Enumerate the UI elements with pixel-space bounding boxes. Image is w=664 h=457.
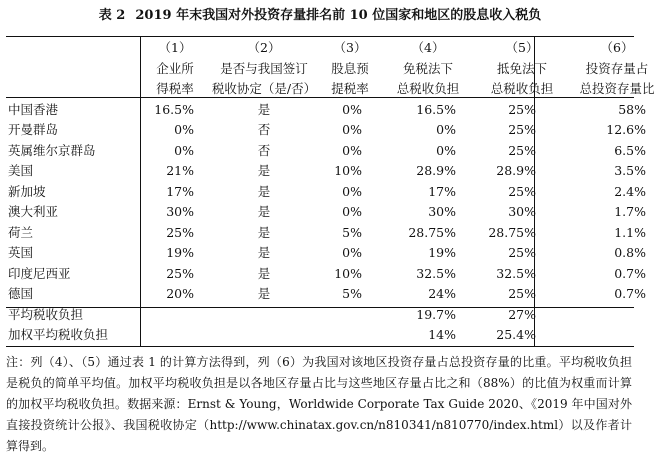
treaty-status: 否 <box>257 122 271 137</box>
corporate-tax-rate: 0% <box>174 122 194 137</box>
exemption-burden: 17% <box>428 183 456 199</box>
stock-share: 6.5% <box>614 142 646 158</box>
exemption-burden: 16.5% <box>416 101 456 117</box>
withholding-rate: 0% <box>342 204 362 219</box>
stock-share: 0.7% <box>614 265 646 281</box>
table-number: 表 2 <box>98 8 126 23</box>
stock-share: 58% <box>618 101 646 117</box>
corporate-tax-rate: 19% <box>166 245 194 260</box>
treaty-status: 是 <box>257 245 271 260</box>
bottom-rule <box>6 346 634 347</box>
corporate-tax-rate: 25% <box>166 265 194 281</box>
column-number: （2） <box>247 40 281 55</box>
exemption-burden: 30% <box>428 204 456 219</box>
column-header: 企业所 <box>156 60 194 76</box>
table-row <box>6 141 664 162</box>
column-number: （3） <box>333 40 367 55</box>
column-header: 是否与我国签订 <box>220 60 308 76</box>
table-row <box>6 264 664 285</box>
table-row <box>6 161 664 182</box>
exemption-burden: 0% <box>436 142 456 158</box>
stock-share: 12.6% <box>606 122 646 137</box>
column-header: 税收协定（是/否） <box>211 81 317 96</box>
credit-burden: 25% <box>508 122 536 137</box>
treaty-status: 是 <box>257 224 271 240</box>
stock-share: 2.4% <box>614 183 646 199</box>
column-header: 提税率 <box>331 81 369 96</box>
column-number: （1） <box>158 40 192 55</box>
region-name: 美国 <box>8 163 34 178</box>
withholding-rate: 5% <box>342 224 362 240</box>
table-row <box>6 182 664 203</box>
column-header: 投资存量占 <box>585 60 649 76</box>
summary-row <box>6 305 664 326</box>
corporate-tax-rate: 16.5% <box>154 101 194 117</box>
treaty-status: 否 <box>257 142 271 158</box>
corporate-tax-rate: 30% <box>166 204 194 219</box>
stock-share: 0.7% <box>614 286 646 301</box>
summary-label: 平均税收负担 <box>8 306 84 322</box>
summary-row <box>6 325 664 346</box>
treaty-status: 是 <box>257 265 271 281</box>
exemption-burden: 19% <box>428 245 456 260</box>
weighted-credit-burden: 25.4% <box>496 327 536 342</box>
credit-burden: 28.9% <box>496 163 536 178</box>
withholding-rate: 0% <box>342 101 362 117</box>
treaty-status: 是 <box>257 183 271 199</box>
summary-label: 加权平均税收负担 <box>8 327 109 342</box>
region-name: 开曼群岛 <box>8 122 59 137</box>
region-name: 德国 <box>8 286 34 301</box>
table-row <box>6 202 664 223</box>
exemption-burden: 28.9% <box>416 163 456 178</box>
corporate-tax-rate: 20% <box>166 286 194 301</box>
credit-burden: 25% <box>508 183 536 199</box>
credit-burden: 25% <box>508 286 536 301</box>
table-caption <box>0 4 640 23</box>
withholding-rate: 10% <box>334 163 362 178</box>
withholding-rate: 0% <box>342 122 362 137</box>
credit-burden: 32.5% <box>496 265 536 281</box>
withholding-rate: 0% <box>342 142 362 158</box>
table-row <box>6 284 664 305</box>
region-name: 中国香港 <box>8 101 59 117</box>
header-row-line2 <box>6 79 664 100</box>
tax-burden-table <box>6 38 664 346</box>
exemption-burden: 32.5% <box>416 265 456 281</box>
corporate-tax-rate: 17% <box>166 183 194 199</box>
region-name: 印度尼西亚 <box>8 265 71 281</box>
table-row <box>6 223 664 244</box>
table-row <box>6 243 664 264</box>
header-row-line1 <box>6 59 664 80</box>
stock-share: 1.1% <box>614 224 646 240</box>
column-header: 抵免法下 <box>496 60 547 76</box>
corporate-tax-rate: 0% <box>174 142 194 158</box>
withholding-rate: 10% <box>334 265 362 281</box>
region-name: 澳大利亚 <box>8 204 59 219</box>
region-name: 英属维尔京群岛 <box>8 142 96 158</box>
column-header: 总投资存量比 <box>579 81 655 96</box>
top-rule <box>6 36 634 37</box>
table-note: 注：列（4）、（5）通过表 1 的计算方法得到，列（6）为我国对该地区投资存量占总投资存量的比重。平均税收负担是税负的简单平均值。加权平均税收负担是以各地区存量占比与这些地区存量占比之和（88%）的比值为权重而计算的加权平均税收负担。数据来源：Ernst & Young，Worldwide Corporate Tax Guide 2020、《2019 年中国对外直接投资统计公报》、我国税收协定（http://www.chinatax.gov.cn/n810341/n810770/index.html）以及作者计算得到。 <box>6 355 632 453</box>
exemption-burden: 0% <box>436 122 456 137</box>
treaty-status: 是 <box>257 204 271 219</box>
column-header: 总税收负担 <box>490 81 554 96</box>
table-row <box>6 120 664 141</box>
column-number: （4） <box>411 40 445 55</box>
corporate-tax-rate: 21% <box>166 163 194 178</box>
withholding-rate: 0% <box>342 183 362 199</box>
average-credit-burden: 27% <box>508 306 536 322</box>
exemption-burden: 24% <box>428 286 456 301</box>
credit-burden: 25% <box>508 245 536 260</box>
column-header: 得税率 <box>156 81 194 96</box>
stock-share: 3.5% <box>614 163 646 178</box>
average-exemption-burden: 19.7% <box>416 306 456 322</box>
weighted-exemption-burden: 14% <box>428 327 456 342</box>
column-number: （5） <box>505 40 539 55</box>
region-name: 英国 <box>8 245 34 260</box>
column-header: 免税法下 <box>402 60 453 76</box>
withholding-rate: 5% <box>342 286 362 301</box>
credit-burden: 25% <box>508 101 536 117</box>
column-header: 总税收负担 <box>396 81 460 96</box>
stock-share: 0.8% <box>614 245 646 260</box>
credit-burden: 30% <box>508 204 536 219</box>
table-row <box>6 100 664 121</box>
exemption-burden: 28.75% <box>408 224 456 240</box>
treaty-status: 是 <box>257 163 271 178</box>
credit-burden: 28.75% <box>488 224 536 240</box>
column-number: （6） <box>600 40 634 55</box>
table-title: 2019 年末我国对外投资存量排名前 10 位国家和地区的股息收入税负 <box>135 8 542 23</box>
header-row-number <box>6 38 664 59</box>
region-name: 新加坡 <box>8 183 46 199</box>
credit-burden: 25% <box>508 142 536 158</box>
treaty-status: 是 <box>257 101 271 117</box>
withholding-rate: 0% <box>342 245 362 260</box>
treaty-status: 是 <box>257 286 271 301</box>
corporate-tax-rate: 25% <box>166 224 194 240</box>
stock-share: 1.7% <box>614 204 646 219</box>
column-header: 股息预 <box>331 60 369 76</box>
region-name: 荷兰 <box>8 224 34 240</box>
